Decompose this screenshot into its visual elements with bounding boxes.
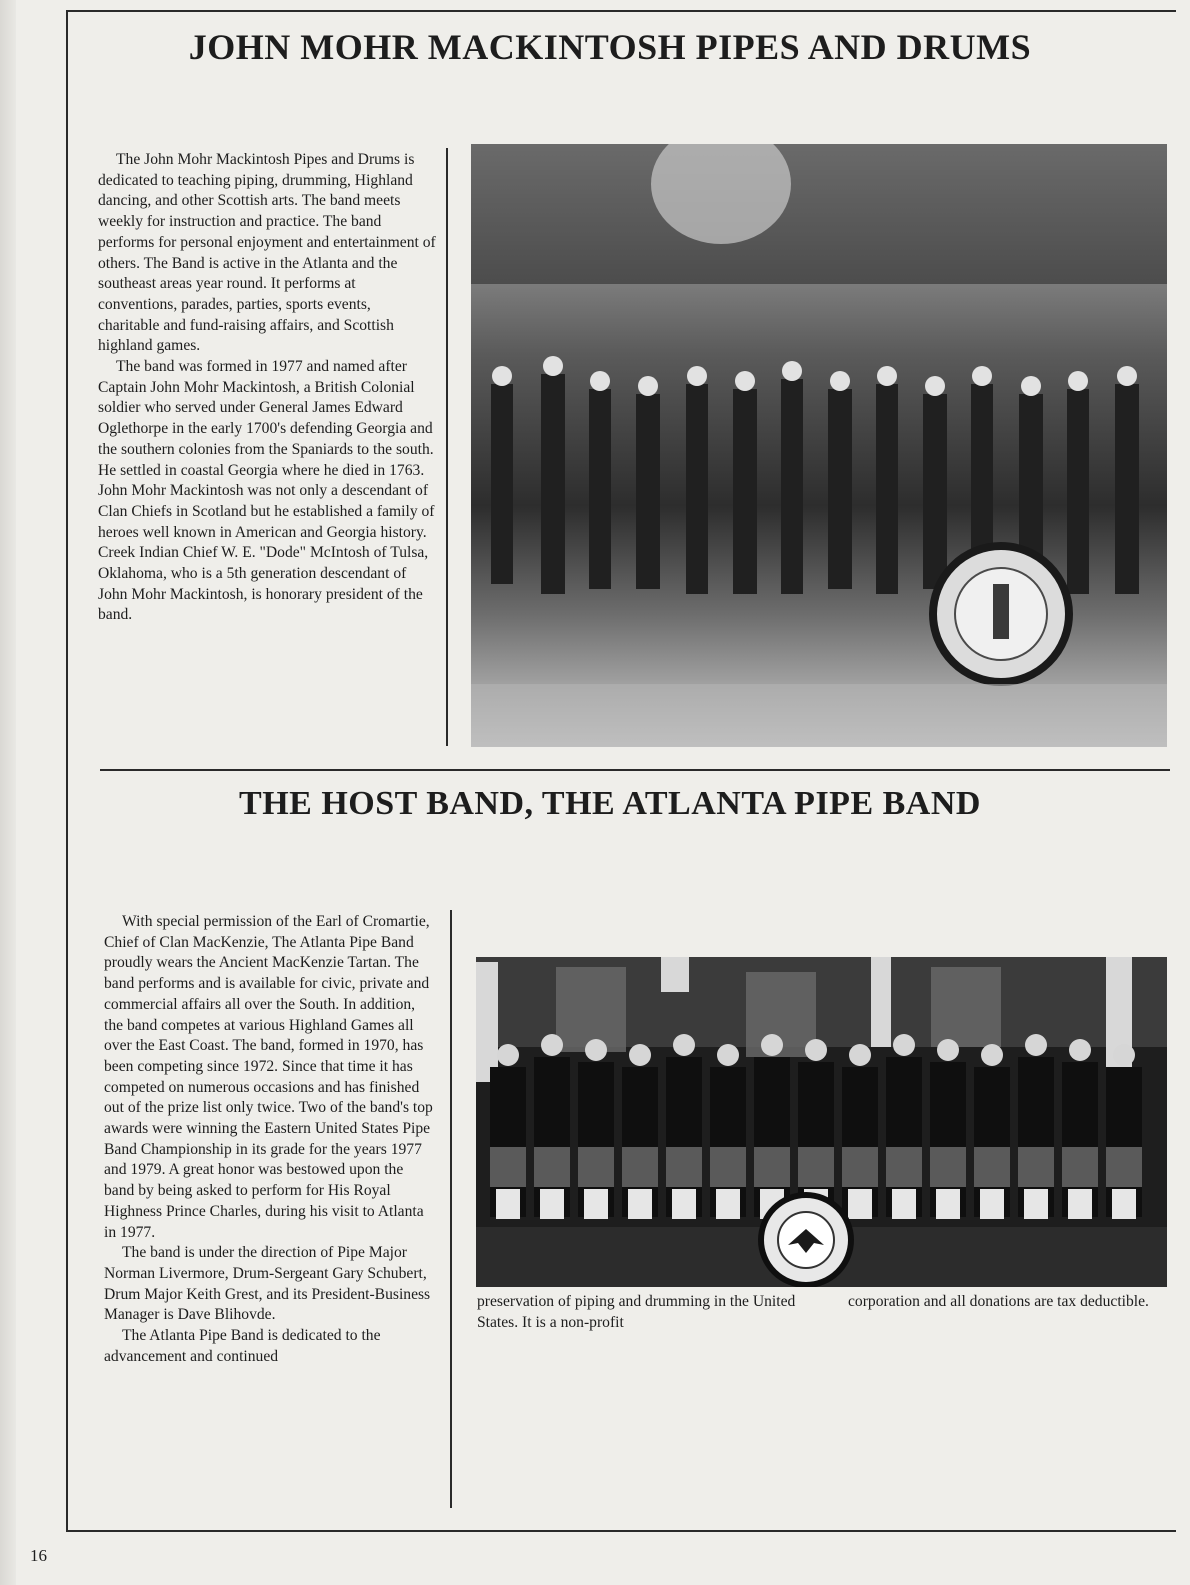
atlanta-article-right-column [848, 1292, 1158, 1313]
atlanta-paragraph-3: The Atlanta Pipe Band is dedicated to the advancement and continued [104, 1327, 381, 1365]
atlanta-continuation-2: corporation and all donations are tax deductible. [848, 1293, 1149, 1310]
page-number: 16 [30, 1546, 47, 1565]
atlanta-band-photo-graphic [476, 957, 1167, 1287]
atlanta-paragraph-1: With special permission of the Earl of Cromartie, Chief of Clan MacKenzie, The Atlanta Pipe Band proudly wears the Ancient MacKenzie Tartan. The band performs and is available for civic, private and commercial affairs all over the South. In addition, the band competes at various Highland Games all over the East Coast. The band, formed in 1970, has been competing since 1972. Since that time it has competed on numerous occasions and has finished out of the prize list only twice. Two of the band's top awards were winning the Eastern United States Pipe Band Championship in its grade for the years 1977 and 1979. A great honor was bestowed upon the band by being asked to perform for His Royal Highness Prince Charles, during his visit to Atlanta in 1977. [104, 913, 433, 1241]
section-title-atlanta: THE HOST BAND, THE ATLANTA PIPE BAND [239, 785, 981, 822]
mackintosh-article-text [98, 150, 436, 626]
page-binding-edge [0, 0, 16, 1585]
atlanta-paragraph-2: The band is under the direction of Pipe Major Norman Livermore, Drum-Sergeant Gary Schubert, Drum Major Keith Grest, and its President-Business Manager is Dave Blihovde. [104, 1244, 431, 1324]
atlanta-article-left-column [104, 912, 434, 1367]
atlanta-continuation-1: preservation of piping and drumming in the United States. It is a non-profit [477, 1293, 796, 1331]
column-divider [446, 148, 448, 746]
mackintosh-band-photo-graphic [471, 144, 1167, 747]
section-divider [100, 769, 1170, 771]
atlanta-band-photo [476, 957, 1167, 1287]
mackintosh-band-photo [471, 144, 1167, 747]
column-divider-2 [450, 910, 452, 1508]
mackintosh-paragraph-1: The John Mohr Mackintosh Pipes and Drums is dedicated to teaching piping, drumming, Highland dancing, and other Scottish arts. The band meets weekly for instruction and practice. The band performs for personal enjoyment and entertainment of others. The Band is active in the Atlanta and the southeast areas year round. It performs at conventions, parades, parties, sports events, charitable and fund-raising affairs, and Scottish highland games. [98, 151, 436, 355]
atlanta-article-middle-column [477, 1292, 807, 1333]
section-title-mackintosh: JOHN MOHR MACKINTOSH PIPES AND DRUMS [188, 27, 1032, 67]
mackintosh-paragraph-2: The band was formed in 1977 and named after Captain John Mohr Mackintosh, a British Colonial soldier who served under General James Edward Oglethorpe in the early 1700's defending Georgia and the southern colonies from the Spaniards to the south. He settled in coastal Georgia where he died in 1763. John Mohr Mackintosh was not only a descendant of Clan Chiefs in Scotland but he established a family of heroes well known in American and Georgia history. Creek Indian Chief W. E. "Dode" McIntosh of Tulsa, Oklahoma, who is a 5th generation descendant of John Mohr Mackintosh, is honorary president of the band. [98, 358, 435, 624]
